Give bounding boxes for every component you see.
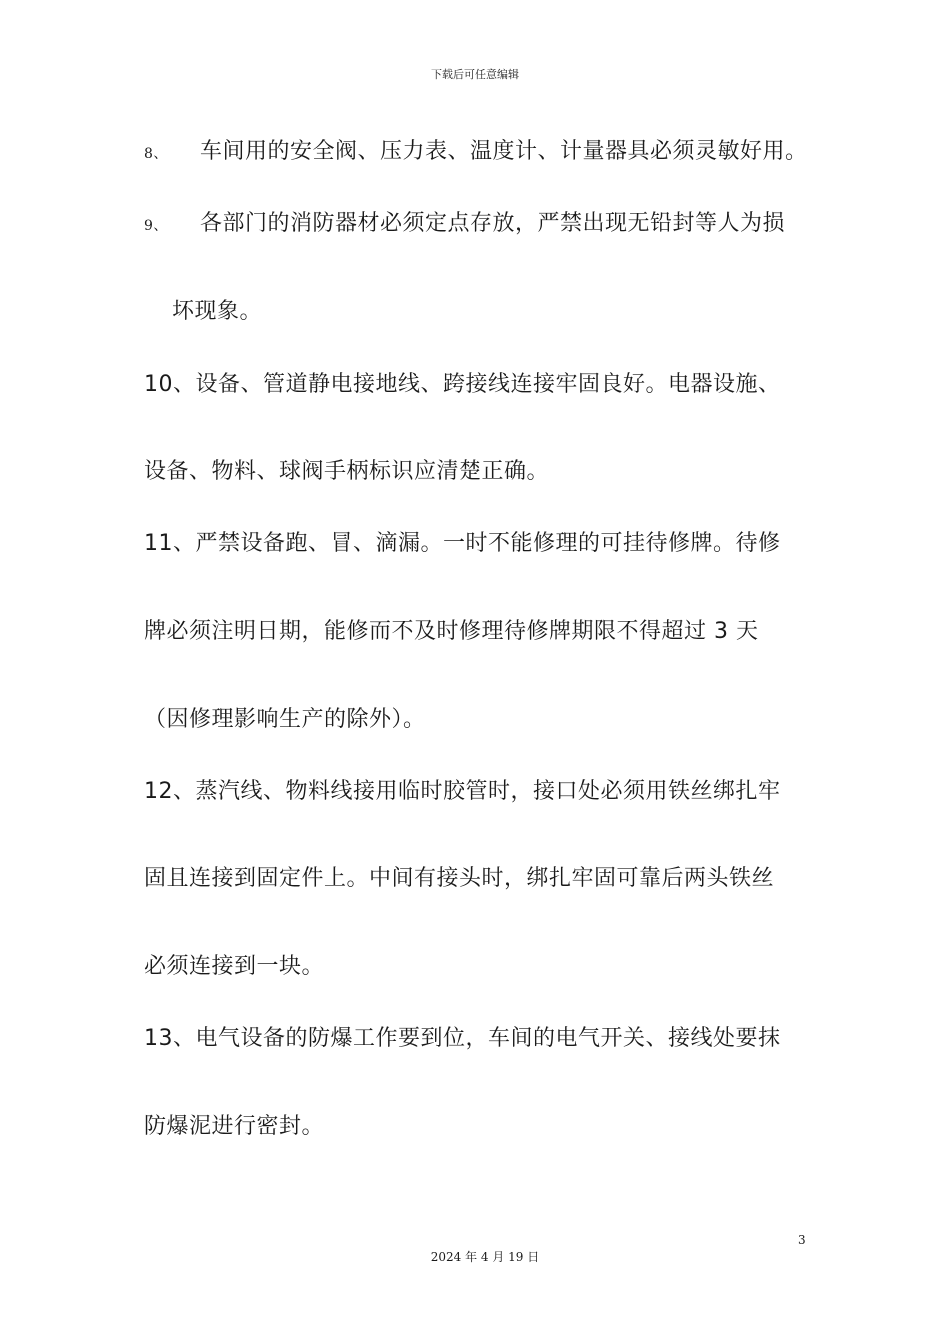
item-8 [144,137,808,169]
item-8-number: 8、 [144,146,168,162]
page-header: 下载后可任意编辑 [431,68,519,81]
footer-date: 2024 年 4 月 19 日 [430,1250,540,1264]
item-11-line2: 牌必须注明日期，能修而不及时修理待修牌期限不得超过 3 天 [144,619,759,644]
item-8-text: 车间用的安全阀、压力表、温度计、计量器具必须灵敏好用。 [200,139,808,164]
item-10-line1: 10、设备、管道静电接地线、跨接线连接牢固良好。电器设施、 [144,372,781,397]
item-9-text-line1: 各部门的消防器材必须定点存放，严禁出现无铅封等人为损 [200,211,786,236]
item-9-number: 9、 [144,218,168,234]
item-12-line1: 12、蒸汽线、物料线接用临时胶管时，接口处必须用铁丝绑扎牢 [144,779,781,804]
item-11-line1: 11、严禁设备跑、冒、滴漏。一时不能修理的可挂待修牌。待修 [144,531,781,556]
item-10-line2: 设备、物料、球阀手柄标识应清楚正确。 [144,459,550,484]
page-number: 3 [798,1233,806,1247]
item-9-text-line2: 坏现象。 [172,299,263,324]
item-13-line1: 13、电气设备的防爆工作要到位，车间的电气开关、接线处要抹 [144,1026,781,1051]
item-13-line2: 防爆泥进行密封。 [144,1114,325,1139]
item-12-line2: 固且连接到固定件上。中间有接头时，绑扎牢固可靠后两头铁丝 [144,866,775,891]
item-11-line3: （因修理影响生产的除外）。 [144,707,426,732]
item-12-line3: 必须连接到一块。 [144,954,325,979]
item-9 [144,209,785,241]
